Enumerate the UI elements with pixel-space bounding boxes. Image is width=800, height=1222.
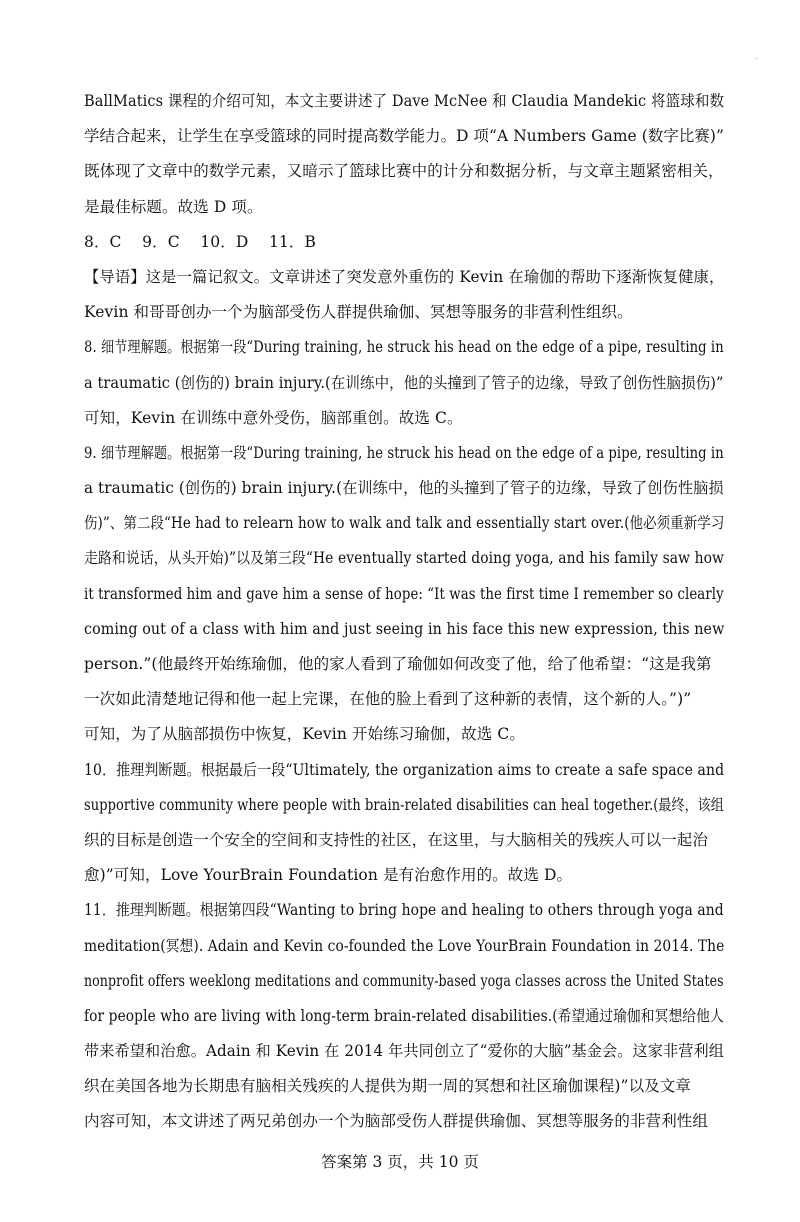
scan-mark	[756, 58, 757, 59]
question-8-line: a traumatic (创伤的) brain injury.(在训练中，他的头撞到了管子的边缘，导致了创伤性脑损伤)”	[84, 373, 724, 392]
answer-key-line: 8．C 9．C 10．D 11．B	[84, 232, 316, 251]
question-8-line: 8. 细节理解题。根据第一段“During training, he struck his head on the edge of a pipe, resulting in	[84, 338, 724, 357]
question-9-line: 可知，为了从脑部损伤中恢复，Kevin 开始练习瑜伽，故选 C。	[84, 725, 525, 744]
question-9-line: 伤)”、第二段“He had to relearn how to walk and talk and essentially start over.(他必须重新学习	[84, 514, 725, 533]
question-8-line: 可知，Kevin 在训练中意外受伤，脑部重创。故选 C。	[84, 408, 463, 427]
page-footer: 答案第 3 页，共 10 页	[321, 1153, 479, 1171]
question-9-line: 9. 细节理解题。根据第一段“During training, he struck his head on the edge of a pipe, resulting in	[84, 443, 724, 462]
question-10-line: 愈)”可知，Love YourBrain Foundation 是有治愈作用的。故选 D。	[84, 866, 573, 885]
question-11-line: nonprofit offers weeklong meditations and community-based yoga classes across the United States	[84, 971, 724, 990]
question-10-line: 织的目标是创造一个安全的空间和支持性的社区，在这里，与大脑相关的残疾人可以一起治	[84, 830, 709, 849]
question-9-line: person.”(他最终开始练瑜伽，他的家人看到了瑜伽如何改变了他，给了他希望：“这是我第	[84, 655, 712, 673]
question-10-line: supportive community where people with brain-related disabilities can heal together.(最终，该组	[84, 795, 724, 814]
intro-line: Kevin 和哥哥创办一个为脑部受伤人群提供瑜伽、冥想等服务的非营利性组织。	[84, 303, 633, 322]
question-9-line: coming out of a class with him and just seeing in his face this new expression, this new	[84, 619, 725, 638]
question-11-line: 织在美国各地为长期患有脑相关残疾的人提供为期一周的冥想和社区瑜伽课程)”以及文章	[84, 1077, 691, 1096]
question-9-line: it transformed him and gave him a sense of hope: “It was the first time I remember so clearly	[84, 584, 724, 603]
question-10-line: 10．推理判断题。根据最后一段“Ultimately, the organization aims to create a safe space and	[84, 760, 725, 779]
text-line: 是最佳标题。故选 D 项。	[84, 197, 263, 216]
question-11-line: 带来希望和治愈。Adain 和 Kevin 在 2014 年共同创立了“爱你的大脑”基金会。这家非营利组	[84, 1042, 724, 1061]
text-line: 既体现了文章中的数学元素，又暗示了篮球比赛中的计分和数据分析，与文章主题紧密相关，	[84, 162, 724, 181]
question-11-line: for people who are living with long-term brain-related disabilities.(希望通过瑜伽和冥想给他人	[84, 1006, 724, 1025]
intro-line: 【导语】这是一篇记叙文。文章讲述了突发意外重伤的 Kevin 在瑜伽的帮助下逐渐恢复健康，	[84, 267, 725, 286]
answer-explanation-body	[84, 84, 724, 1140]
question-9-line: 走路和说话，从头开始)”以及第三段“He eventually started doing yoga, and his family saw how	[84, 549, 724, 568]
question-9-line: 一次如此清楚地记得和他一起上完课，在他的脸上看到了这种新的表情，这个新的人。”)”	[84, 690, 692, 709]
question-9-line: a traumatic (创伤的) brain injury.(在训练中，他的头撞到了管子的边缘，导致了创伤性脑损	[84, 479, 724, 498]
question-11-line: 11．推理判断题。根据第四段“Wanting to bring hope and healing to others through yoga and	[84, 901, 724, 920]
question-11-line: meditation(冥想). Adain and Kevin co-founded the Love YourBrain Foundation in 2014. The	[84, 936, 725, 955]
question-11-line: 内容可知，本文讲述了两兄弟创办一个为脑部受伤人群提供瑜伽、冥想等服务的非营利性组	[84, 1112, 709, 1131]
text-line: BallMatics 课程的介绍可知，本文主要讲述了 Dave McNee 和 Claudia Mandekic 将篮球和数	[84, 92, 725, 110]
text-line: 学结合起来，让学生在享受篮球的同时提高数学能力。D 项“A Numbers Game (数字比赛)”	[84, 127, 724, 146]
